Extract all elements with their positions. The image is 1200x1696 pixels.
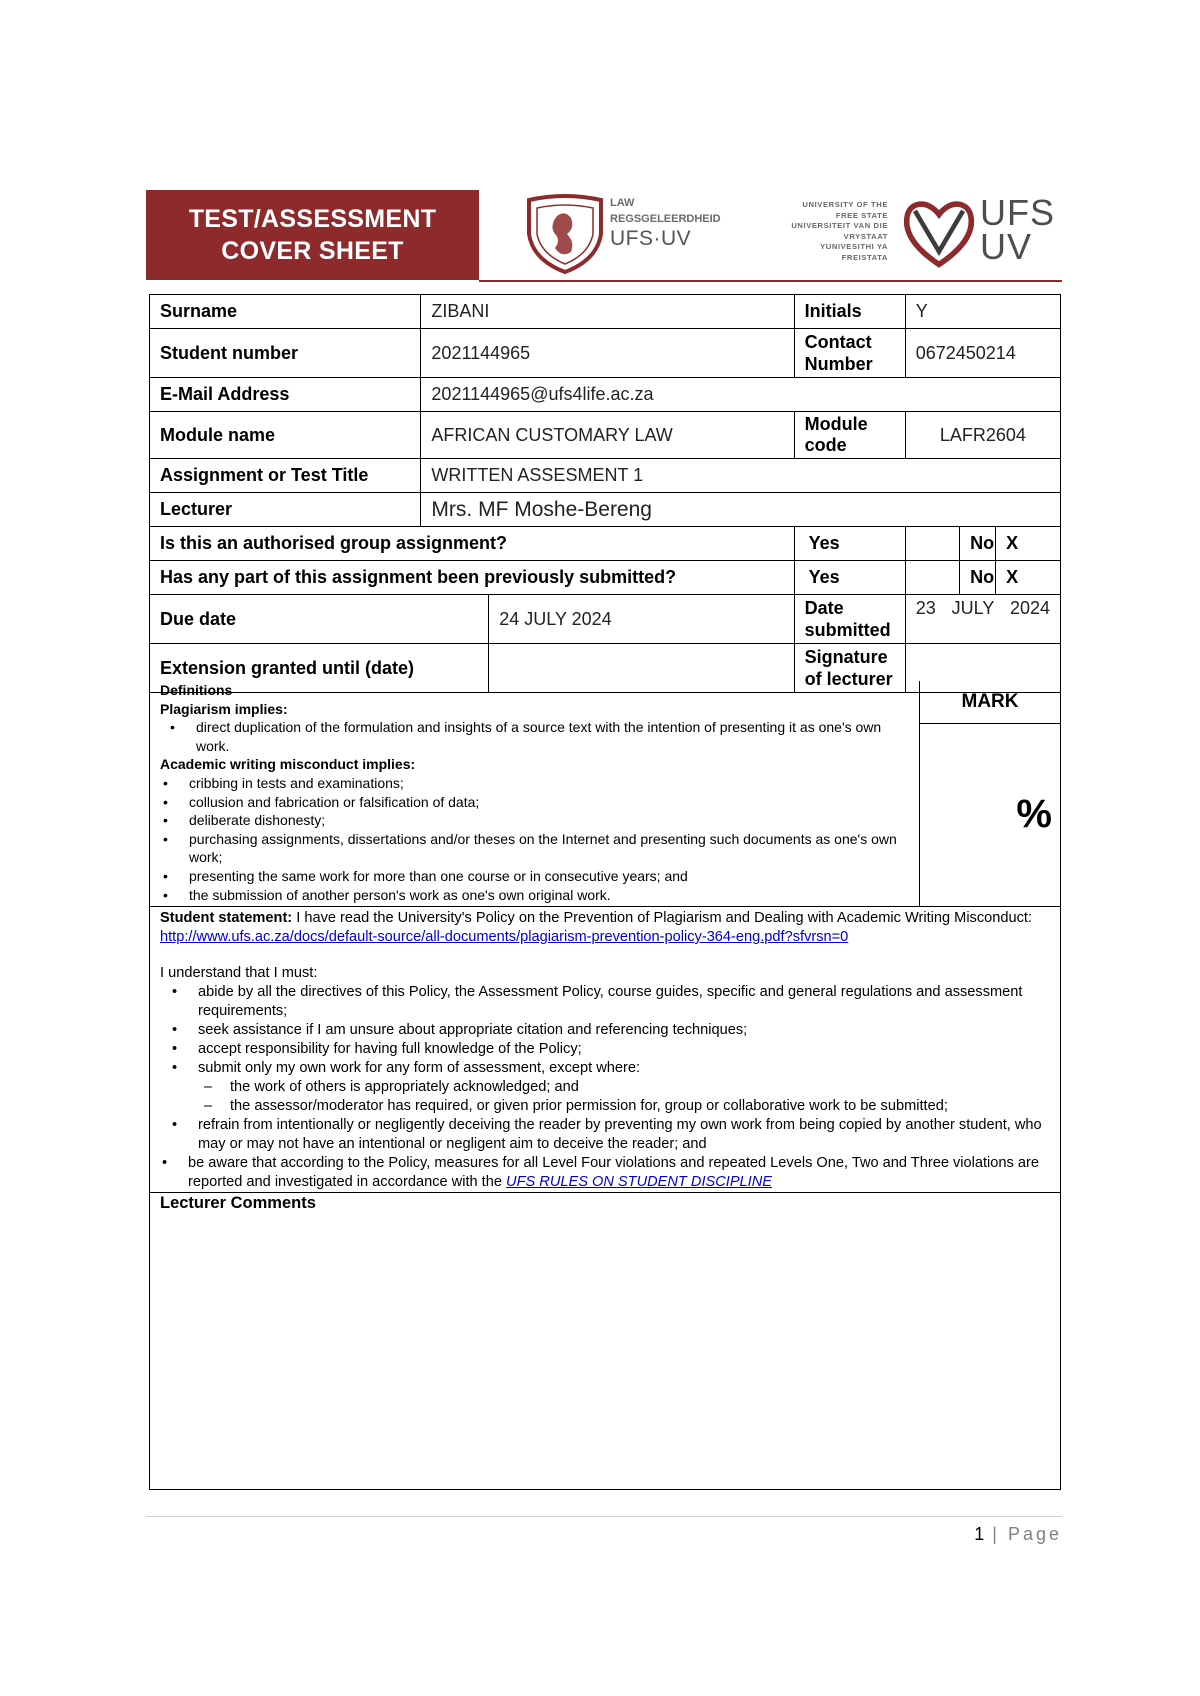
aware-text: be aware that according to the Policy, measures for all Level Four violations and repeated Levels One, Two and Three violations are reported and investigated in accordance with the — [188, 1155, 1039, 1190]
lecturer-value[interactable]: Mrs. MF Moshe-Bereng — [421, 493, 1061, 527]
table-row — [150, 595, 1061, 644]
statement-paragraph — [160, 909, 1050, 947]
extension-label: Extension granted until (date) — [150, 644, 489, 693]
policy-link[interactable]: http://www.ufs.ac.za/docs/default-source/all-documents/plagiarism-prevention-policy-364-eng.pdf?sfvrsn=0 — [160, 929, 849, 945]
assignment-title-value[interactable]: WRITTEN ASSESMENT 1 — [421, 459, 1061, 493]
module-code-label: Module code — [794, 412, 905, 459]
student-number-value[interactable]: 2021144965 — [421, 329, 794, 378]
initials-value[interactable]: Y — [905, 295, 1060, 329]
statement-intro: I understand that I must: — [160, 965, 318, 981]
regsgeleerdheid-label: REGSGELEERDHEID — [610, 213, 721, 225]
email-value[interactable]: 2021144965@ufs4life.ac.za — [421, 378, 1061, 412]
university-name-stack — [782, 200, 888, 263]
list-item: • presenting the same work for more than one course or in consecutive years; and — [189, 867, 909, 886]
ufs-name-line: UNIVERSITY OF THE — [802, 200, 888, 209]
group-no-label: No — [960, 527, 996, 561]
page-footer — [974, 1524, 1062, 1545]
list-item: • purchasing assignments, dissertations and/or theses on the Internet and presenting such documents as one's own work; — [189, 830, 909, 867]
page-word: Page — [1007, 1524, 1062, 1544]
initials-label: Initials — [794, 295, 905, 329]
mark-box — [919, 681, 1061, 907]
mark-percent-field[interactable]: % — [1016, 792, 1052, 836]
statement-label: Student statement: — [160, 910, 293, 926]
rules-link[interactable]: UFS RULES ON STUDENT DISCIPLINE — [506, 1174, 773, 1190]
group-no-mark[interactable]: X — [996, 527, 1061, 561]
banner-title-line1: TEST/ASSESSMENT — [188, 205, 437, 233]
surname-value[interactable]: ZIBANI — [421, 295, 794, 329]
previously-submitted-question: Has any part of this assignment been previously submitted? — [150, 561, 795, 595]
definitions-section — [149, 681, 919, 907]
list-item: • refrain from intentionally or negligently deceiving the reader by preventing my own work from being copied by another student, who may or may not have an intentional or negligent aim to deceive the reader; and — [198, 1116, 1050, 1154]
date-submitted-label: Date submitted — [794, 595, 905, 644]
group-yes-label: Yes — [794, 527, 905, 561]
table-row — [150, 459, 1061, 493]
law-ufsuv-label: UFS·UV — [610, 227, 692, 250]
prev-yes-box[interactable] — [905, 561, 959, 595]
student-statement-section — [149, 906, 1061, 1193]
plagiarism-heading: Plagiarism implies: — [160, 700, 288, 717]
cover-sheet-banner — [146, 190, 479, 280]
mark-label: MARK — [920, 681, 1060, 724]
group-yes-box[interactable] — [905, 527, 959, 561]
module-name-value[interactable]: AFRICAN CUSTOMARY LAW — [421, 412, 794, 459]
ufs-name-line: FREISTATA — [841, 252, 888, 262]
ufs-heart-logo-icon — [902, 196, 976, 270]
table-row — [150, 378, 1061, 412]
table-row — [150, 295, 1061, 329]
due-date-value[interactable]: 24 JULY 2024 — [489, 595, 794, 644]
email-label: E-Mail Address — [150, 378, 421, 412]
ufs-wordmark-line2: UV — [980, 226, 1033, 267]
prev-no-mark[interactable]: X — [996, 561, 1061, 595]
student-details-table — [149, 294, 1061, 693]
page-separator: | — [984, 1524, 1008, 1544]
ufs-wordmark-line1: UFS — [980, 192, 1055, 233]
sub-list-item: – the work of others is appropriately acknowledged; and — [230, 1078, 1050, 1097]
contact-number-label: Contact Number — [794, 329, 905, 378]
student-number-label: Student number — [150, 329, 421, 378]
law-faculty-text — [610, 195, 721, 250]
table-row — [150, 329, 1061, 378]
header-rule — [479, 280, 1062, 282]
surname-label: Surname — [150, 295, 421, 329]
footer-rule — [146, 1516, 1062, 1517]
table-row — [150, 493, 1061, 527]
misconduct-heading: Academic writing misconduct implies: — [160, 756, 416, 773]
list-item: • the submission of another person's work as one's own original work. — [189, 886, 909, 905]
date-submitted-value[interactable]: 23 JULY 2024 — [905, 595, 1060, 644]
list-item: • abide by all the directives of this Policy, the Assessment Policy, course guides, specific and general regulations and assessment requirements; — [198, 983, 1050, 1021]
lecturer-comments-label: Lecturer Comments — [160, 1194, 316, 1212]
sub-list-item: – the assessor/moderator has required, or given prior permission for, group or collaborative work to be submitted; — [230, 1097, 1050, 1116]
list-item: • collusion and fabrication or falsification of data; — [189, 793, 909, 812]
table-row — [150, 412, 1061, 459]
ufs-name-line: UNIVERSITEIT VAN DIE — [791, 221, 888, 230]
group-assignment-question: Is this an authorised group assignment? — [150, 527, 795, 561]
ufs-name-line: YUNIVESITHI YA — [820, 242, 888, 251]
assignment-title-label: Assignment or Test Title — [150, 459, 421, 493]
law-label: LAW — [610, 197, 635, 209]
table-row — [150, 561, 1061, 595]
module-name-label: Module name — [150, 412, 421, 459]
list-item: • submit only my own work for any form of assessment, except where: — [198, 1059, 1050, 1078]
page-number: 1 — [974, 1524, 985, 1544]
signature-lecturer-label: Signature of lecturer — [794, 644, 905, 693]
banner-title-line2: COVER SHEET — [221, 237, 404, 265]
list-item: • direct duplication of the formulation and insights of a source text with the intention of presenting it as one's own work. — [196, 718, 909, 755]
statement-text: I have read the University's Policy on the Prevention of Plagiarism and Dealing with Academic Writing Misconduct: — [292, 910, 1033, 926]
ufs-uv-wordmark — [980, 192, 1055, 267]
list-item — [188, 1154, 1050, 1192]
lecturer-label: Lecturer — [150, 493, 421, 527]
list-item: • accept responsibility for having full knowledge of the Policy; — [198, 1040, 1050, 1059]
due-date-label: Due date — [150, 595, 489, 644]
contact-number-value[interactable]: 0672450214 — [905, 329, 1060, 378]
prev-yes-label: Yes — [794, 561, 905, 595]
definitions-heading: Definitions — [160, 682, 233, 698]
table-row — [150, 527, 1061, 561]
list-item: • cribbing in tests and examinations; — [189, 774, 909, 793]
lecturer-comments-box[interactable] — [149, 1192, 1061, 1490]
module-code-value[interactable]: LAFR2604 — [905, 412, 1060, 459]
list-item: • deliberate dishonesty; — [189, 811, 909, 830]
prev-no-label: No — [960, 561, 996, 595]
ufs-name-line: FREE STATE — [835, 210, 888, 220]
ufs-name-line: VRYSTAAT — [843, 231, 888, 241]
list-item: • seek assistance if I am unsure about appropriate citation and referencing techniques; — [198, 1021, 1050, 1040]
